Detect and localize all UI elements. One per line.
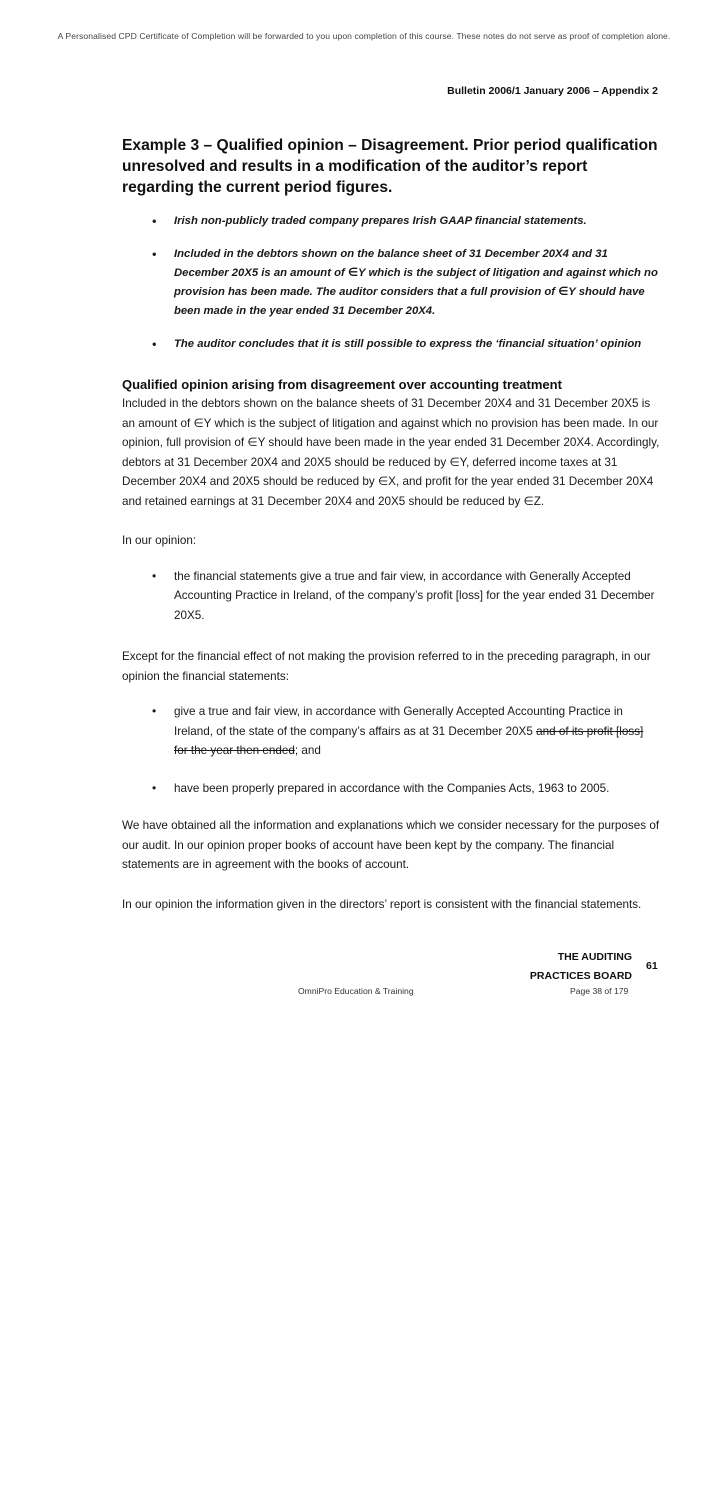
bullet-icon: •	[152, 337, 157, 351]
opinion-item	[122, 567, 660, 626]
bulletin-header: Bulletin 2006/1 January 2006 – Appendix 2	[447, 85, 658, 97]
completion-notice: A Personalised CPD Certificate of Completion will be forwarded to you upon completion of this course. These notes do not serve as proof of completion alone.	[57, 31, 671, 41]
example-title: Example 3 – Qualified opinion – Disagreement. Prior period qualification unresolved and results in a modification of the auditor’s report regarding the current period figures.	[122, 137, 658, 196]
assumptions-list	[122, 212, 660, 354]
except-paragraph: Except for the financial effect of not making the provision referred to in the preceding paragraph, in our opinion the financial statements:	[122, 650, 651, 683]
assumption-text: Included in the debtors shown on the balance sheet of 31 December 20X4 and 31 December 20X5 is an amount of ∈Y which is the subject of litigation and against which no provision has been made. The auditor considers that a full provision of ∈Y should have been made in the year ended 31 December 20X4.	[174, 248, 658, 317]
except-item	[122, 702, 660, 761]
bullet-icon: •	[152, 214, 157, 228]
bullet-icon: •	[152, 247, 157, 261]
opinion-text: the financial statements give a true and fair view, in accordance with Generally Accepted Accounting Practice in Ireland, of the company’s profit [loss] for the year ended 31 December 20X5.	[174, 569, 655, 622]
except-list	[122, 702, 660, 798]
except-text: have been properly prepared in accordance with the Companies Acts, 1963 to 2005.	[174, 781, 610, 795]
bullet-icon: •	[152, 568, 157, 583]
bullet-icon: •	[152, 780, 157, 795]
assumption-item	[122, 212, 660, 231]
footer-board	[520, 948, 632, 986]
footer-publisher: OmniPro Education & Training	[298, 986, 414, 996]
bullet-icon: •	[152, 704, 157, 718]
struck-text: and of its profit [loss] for the year then ended	[174, 724, 644, 757]
footer-board-line: THE AUDITING	[557, 951, 632, 963]
opinion-list	[122, 567, 660, 626]
assumption-item	[122, 335, 660, 354]
obtained-paragraph: We have obtained all the information and explanations which we consider necessary for the purposes of our audit. In our opinion proper books of account have been kept by the company. The financial statements are in agreement with the books of account.	[122, 819, 660, 871]
document-body	[122, 135, 660, 914]
footer-page-number: 61	[646, 960, 658, 972]
in-our-opinion-label: In our opinion:	[122, 534, 197, 547]
assumption-text: The auditor concludes that it is still possible to express the ‘financial situation’ opinion	[174, 338, 642, 350]
except-tail: ; and	[294, 744, 321, 757]
footer-page-of: Page 38 of 179	[570, 986, 629, 996]
assumption-item	[122, 245, 660, 321]
footer-board-line: PRACTICES BOARD	[529, 970, 632, 982]
basis-paragraph: Included in the debtors shown on the balance sheets of 31 December 20X4 and 31 December 20X5 is an amount of ∈Y which is the subject of litigation and against which no provision has been made. In our opinion, full provision of ∈Y should have been made in the year ended 31 December 20X4. Accordingly, debtors at 31 December 20X4 and 20X5 should be reduced by ∈Y, deferred income taxes at 31 December 20X4 and 20X5 should be reduced by ∈X, and profit for the year ended 31 December 20X4 and retained earnings at 31 December 20X4 and 20X5 should be reduced by ∈Z.	[122, 397, 660, 508]
assumption-text: Irish non-publicly traded company prepares Irish GAAP financial statements.	[174, 215, 587, 227]
except-text: give a true and fair view, in accordance with Generally Accepted Accounting Practice in Ireland, of the state of the company’s affairs as at 31 December 20X5	[174, 705, 623, 738]
directors-paragraph: In our opinion the information given in the directors’ report is consistent with the financial statements.	[122, 897, 642, 911]
section-heading: Qualified opinion arising from disagreement over accounting treatment	[122, 377, 562, 392]
except-item	[122, 779, 660, 799]
